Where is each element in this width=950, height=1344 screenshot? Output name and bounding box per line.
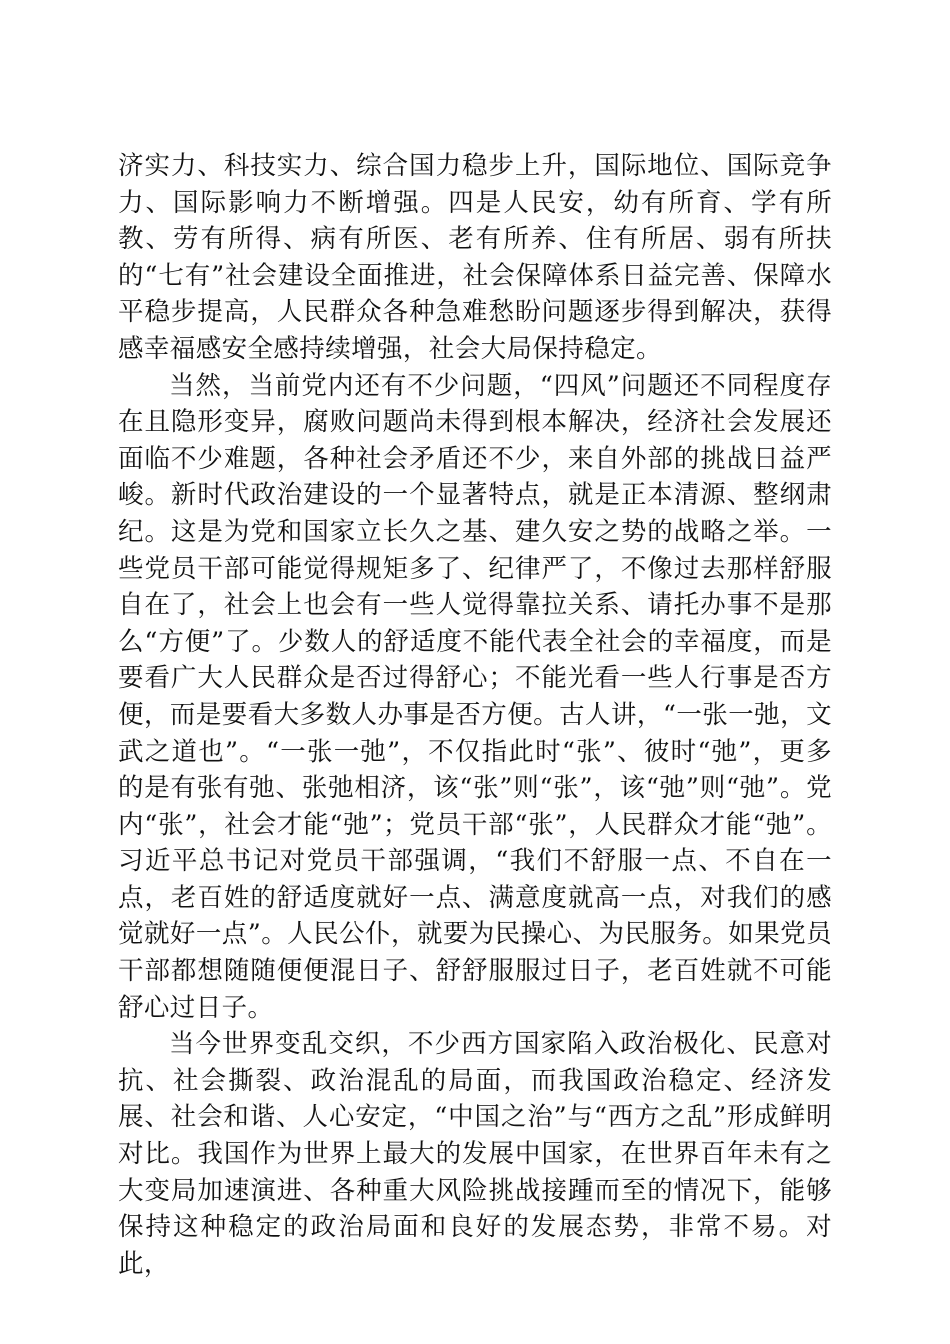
paragraph-continued: 济实力、科技实力、综合国力稳步上升，国际地位、国际竞争力、国际影响力不断增强。四是人民安，幼有所育、学有所教、劳有所得、病有所医、老有所养、住有所居、弱有所扶的“七有”社会建设全面推进，社会保障体系日益完善、保障水平稳步提高，人民群众各种急难愁盼问题逐步得到解决，获得感幸福感安全感持续增强，社会大局保持稳定。 bbox=[118, 151, 832, 364]
body-text bbox=[118, 148, 832, 1282]
paragraph: 当然，当前党内还有不少问题，“四风”问题还不同程度存在且隐形变异，腐败问题尚未得到根本解决，经济社会发展还面临不少难题，各种社会矛盾还不少，来自外部的挑战日益严峻。新时代政治建设的一个显著特点，就是正本清源、整纲肃纪。这是为党和国家立长久之基、建久安之势的战略之举。一些党员干部可能觉得规矩多了、纪律严了，不像过去那样舒服自在了，社会上也会有一些人觉得靠拉关系、请托办事不是那么“方便”了。少数人的舒适度不能代表全社会的幸福度，而是要看广大人民群众是否过得舒心；不能光看一些人行事是否方便，而是要看大多数人办事是否方便。古人讲，“一张一弛，文武之道也”。“一张一弛”，不仅指此时“张”、彼时“弛”，更多的是有张有弛、张弛相济，该“张”则“张”，该“弛”则“弛”。党内“张”，社会才能“弛”；党员干部“张”，人民群众才能“弛”。习近平总书记对党员干部强调，“我们不舒服一点、不自在一点，老百姓的舒适度就好一点、满意度就高一点，对我们的感觉就好一点”。人民公仆，就要为民操心、为民服务。如果党员干部都想随随便便混日子、舒舒服服过日子，老百姓就不可能舒心过日子。 bbox=[118, 370, 832, 1023]
paragraph: 当今世界变乱交织，不少西方国家陷入政治极化、民意对抗、社会撕裂、政治混乱的局面，而我国政治稳定、经济发展、社会和谐、人心安定，“中国之治”与“西方之乱”形成鲜明对比。我国作为世界上最大的发展中国家，在世界百年未有之大变局加速演进、各种重大风险挑战接踵而至的情况下，能够保持这种稳定的政治局面和良好的发展态势，非常不易。对此， bbox=[118, 1029, 832, 1279]
